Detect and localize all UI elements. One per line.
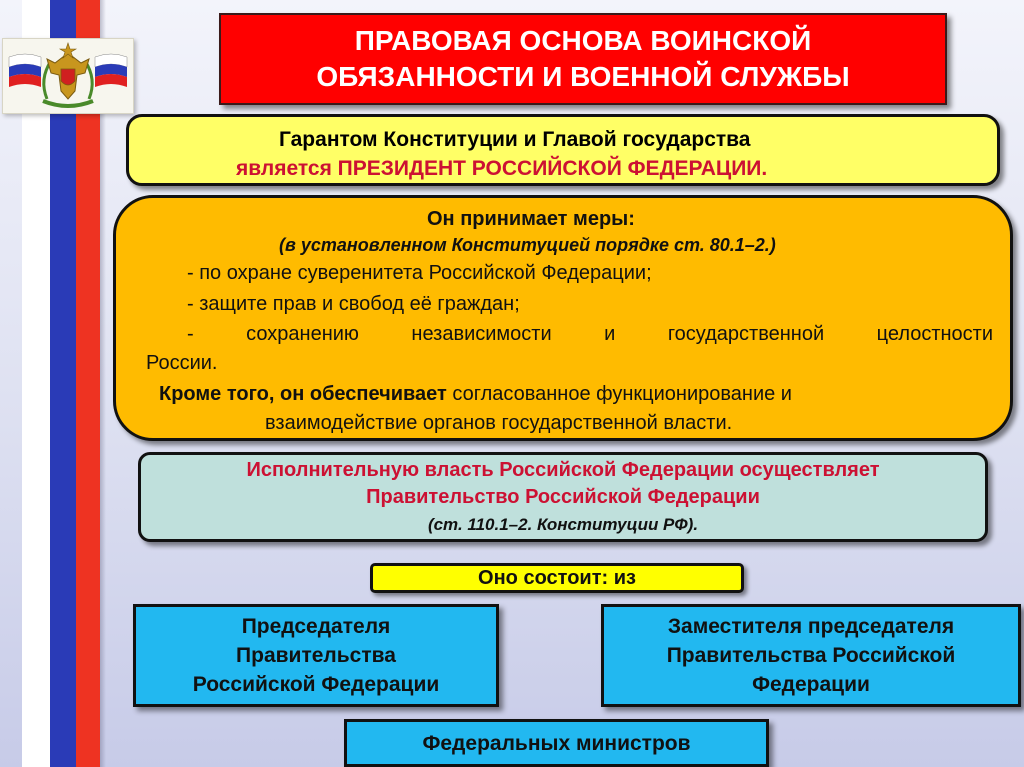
measures-item-2: - защите прав и свобод её граждан;	[187, 293, 520, 315]
measures-extra-bold: Кроме того, он обеспечивает	[159, 383, 447, 405]
title-line-2: ОБЯЗАННОСТИ И ВОЕННОЙ СЛУЖБЫ	[316, 61, 850, 92]
measures-extra-rest: согласованное функционирование и	[446, 383, 792, 405]
measures-extra-line-1	[159, 383, 792, 406]
measures-item-3-continuation: России.	[146, 352, 218, 374]
armed-forces-emblem-icon	[2, 38, 134, 114]
chairman-line-3: Российской Федерации	[192, 673, 440, 696]
chairman-box	[133, 604, 499, 707]
guarantor-box	[126, 114, 1000, 186]
guarantor-line-1: Гарантом Конституции и Главой государства	[279, 128, 751, 151]
executive-line-1: Исполнительную власть Российской Федерации осуществляет	[246, 458, 880, 481]
measures-item-3: - сохранению независимости и государственной целостности	[187, 323, 993, 345]
flag-stripe-white	[22, 0, 50, 767]
government-consists-label: Оно состоит: из	[370, 563, 744, 593]
chairman-line-1: Председателя	[241, 615, 391, 638]
title-line-1: ПРАВОВАЯ ОСНОВА ВОИНСКОЙ	[354, 25, 812, 56]
measures-reference: (в установленном Конституцией порядке ст. 80.1–2.)	[279, 235, 776, 255]
flag-right-icon	[95, 54, 127, 87]
chairman-line-2: Правительства	[236, 644, 396, 667]
executive-line-2: Правительство Российской Федерации	[366, 485, 760, 508]
president-measures-box	[113, 195, 1013, 441]
executive-reference: (ст. 110.1–2. Конституции РФ).	[427, 514, 699, 534]
executive-power-box	[138, 452, 988, 542]
ministers-label: Федеральных министров	[422, 731, 691, 755]
deputy-line-3: Федерации	[752, 673, 870, 696]
flag-stripe-red	[76, 0, 100, 767]
flag-left-icon	[9, 54, 41, 87]
guarantor-line-2: является ПРЕЗИДЕНТ РОССИЙСКОЙ ФЕДЕРАЦИИ.	[236, 157, 768, 180]
measures-item-1: - по охране суверенитета Российской Федерации;	[187, 262, 652, 284]
flag-stripe-blue	[50, 0, 76, 767]
flag-stripe-shadow	[100, 0, 106, 767]
measures-extra-line-2: взаимодействие органов государственной власти.	[265, 412, 733, 434]
deputy-chairman-box	[601, 604, 1021, 707]
deputy-line-2: Правительства Российской	[666, 644, 956, 667]
federal-ministers-box	[344, 719, 769, 767]
deputy-line-1: Заместителя председателя	[667, 615, 955, 638]
page-title	[219, 13, 947, 105]
measures-heading: Он принимает меры:	[427, 208, 635, 230]
